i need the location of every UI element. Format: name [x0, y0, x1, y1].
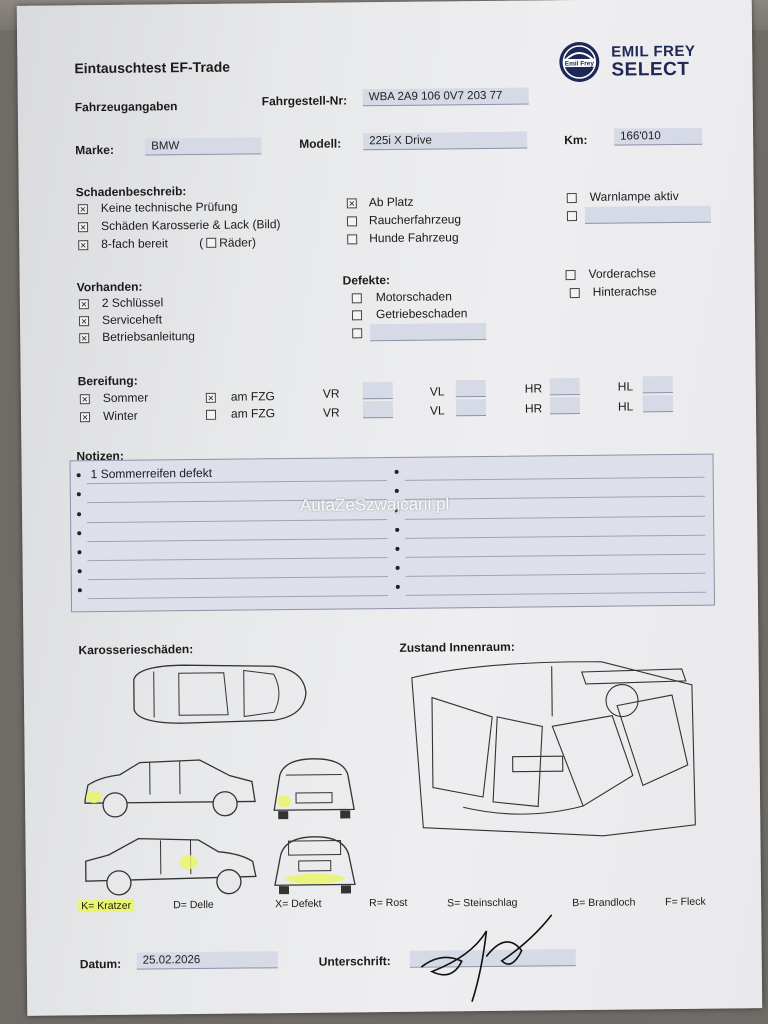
checkbox-no-tech-check[interactable] — [78, 204, 88, 214]
date-label: Datum: — [79, 956, 122, 972]
summer-vr-field[interactable] — [363, 382, 393, 399]
checkbox-smoker-vehicle[interactable] — [347, 216, 357, 226]
label-warning-lamp: Warnlampe aktiv — [589, 188, 679, 204]
legend-burn-hole: B= Brandloch — [572, 896, 636, 910]
bullet — [395, 489, 399, 493]
notes-line — [87, 519, 387, 523]
brand-field[interactable]: BMW — [145, 137, 261, 155]
checkbox-winter-on-car[interactable] — [206, 410, 216, 420]
summer-hl-label: HL — [617, 379, 634, 394]
summer-vl-field[interactable] — [456, 380, 486, 397]
label-rear-axle: Hinterachse — [592, 284, 657, 299]
present-heading: Vorhanden: — [76, 279, 143, 295]
summer-hl-field[interactable] — [643, 376, 673, 393]
vehicle-section-heading: Fahrzeugangaben — [74, 99, 178, 115]
label-no-tech-check: Keine technische Prüfung — [100, 199, 238, 216]
checkbox-wheels[interactable] — [206, 238, 216, 248]
checkbox-winter-tires[interactable] — [80, 412, 90, 422]
summer-hr-field[interactable] — [550, 378, 580, 395]
checkbox-service-book[interactable] — [79, 316, 89, 326]
logo-line2: SELECT — [611, 58, 690, 81]
winter-vr-label: VR — [322, 405, 340, 420]
watermark-text: AutaZeSzwajcarii.pl — [299, 494, 450, 515]
checkbox-gearbox-damage[interactable] — [352, 310, 362, 320]
checkbox-8fold-ready[interactable] — [78, 240, 88, 250]
car-left-side-diagram — [80, 753, 261, 825]
notes-line — [406, 592, 706, 596]
checkbox-manual[interactable] — [79, 333, 89, 343]
checkbox-damage-other[interactable] — [567, 211, 577, 221]
notes-line — [405, 516, 705, 520]
label-smoker-vehicle: Raucherfahrzeug — [368, 212, 462, 228]
notes-line — [406, 554, 706, 558]
winter-hl-field[interactable] — [643, 395, 673, 412]
body-damage-heading: Karosserieschäden: — [78, 642, 194, 658]
bullet — [78, 569, 82, 573]
legend-dent: D= Delle — [173, 898, 214, 912]
car-rear-view-diagram — [270, 832, 359, 903]
bullet — [77, 492, 81, 496]
label-gearbox-damage: Getriebeschaden — [375, 306, 468, 322]
legend-scratch: K= Kratzer — [78, 900, 134, 913]
wheels-option: ( Räder) — [199, 235, 256, 250]
winter-hr-label: HR — [524, 401, 543, 416]
winter-vl-field[interactable] — [456, 399, 486, 416]
damage-heading: Schadenbeschreib: — [75, 184, 187, 200]
car-right-side-diagram — [80, 831, 261, 903]
bullet — [396, 566, 400, 570]
km-field[interactable]: 166'010 — [614, 128, 702, 146]
checkbox-front-axle[interactable] — [566, 270, 576, 280]
logo-badge-text: Emil Frey — [564, 60, 595, 68]
winter-vr-field[interactable] — [363, 401, 393, 418]
bullet — [395, 528, 399, 532]
checkbox-summer-tires[interactable] — [80, 394, 90, 404]
vin-label: Fahrgestell-Nr: — [261, 93, 348, 109]
label-summer-tires: Sommer — [102, 390, 149, 405]
date-field[interactable]: 25.02.2026 — [137, 951, 278, 969]
damage-other-field[interactable] — [585, 206, 711, 224]
bullet — [396, 585, 400, 589]
label-engine-damage: Motorschaden — [375, 289, 452, 305]
label-winter-on-car: am FZG — [230, 406, 276, 421]
checkbox-defect-other[interactable] — [352, 328, 362, 338]
summer-vr-label: VR — [322, 386, 340, 401]
bullet — [77, 473, 81, 477]
defects-heading: Defekte: — [342, 272, 391, 288]
model-label: Modell: — [299, 136, 342, 151]
checkbox-summer-on-car[interactable] — [206, 393, 216, 403]
km-label: Km: — [564, 132, 588, 148]
bullet — [77, 550, 81, 554]
notes-line — [405, 477, 705, 481]
handwritten-signature — [411, 910, 562, 1007]
label-dog-vehicle: Hunde Fahrzeug — [369, 230, 459, 246]
notes-line — [405, 535, 705, 539]
interior-diagram — [402, 655, 704, 843]
emil-frey-logo-badge — [557, 40, 601, 84]
vin-field[interactable]: WBA 2A9 106 0V7 203 77 — [363, 88, 529, 107]
notes-line — [88, 557, 388, 561]
car-front-view-diagram — [270, 754, 359, 825]
label-front-axle: Vorderachse — [588, 266, 657, 281]
label-two-keys: 2 Schlüssel — [101, 295, 164, 311]
legend-stain: F= Fleck — [665, 895, 706, 909]
note-entry-1: 1 Sommerreifen defekt — [90, 465, 213, 482]
legend-stonechip: S= Steinschlag — [447, 896, 518, 910]
label-winter-tires: Winter — [102, 408, 138, 423]
bullet — [395, 470, 399, 474]
notes-line — [87, 538, 387, 542]
bullet — [78, 588, 82, 592]
checkbox-ab-platz[interactable] — [347, 198, 357, 208]
legend-defect: X= Defekt — [275, 897, 322, 911]
checkbox-two-keys[interactable] — [79, 299, 89, 309]
label-body-paint-damage: Schäden Karosserie & Lack (Bild) — [100, 217, 281, 234]
checkbox-rear-axle[interactable] — [570, 288, 580, 298]
notes-heading: Notizen: — [76, 448, 124, 464]
trade-in-form-sheet — [17, 0, 763, 1016]
notes-line — [88, 576, 388, 580]
label-manual: Betriebsanleitung — [102, 329, 196, 344]
logo-line1: EMIL FREY — [611, 42, 696, 61]
label-ab-platz: Ab Platz — [368, 194, 414, 210]
bullet — [77, 531, 81, 535]
form-title: Eintauschtest EF-Trade — [74, 58, 231, 77]
bullet — [77, 512, 81, 516]
label-wheels: Räder — [219, 235, 252, 250]
signature-label: Unterschrift: — [318, 954, 391, 969]
notes-line — [405, 496, 705, 500]
interior-heading: Zustand Innenraum: — [399, 639, 515, 655]
defect-other-field[interactable] — [370, 323, 486, 341]
label-summer-on-car: am FZG — [230, 389, 275, 404]
winter-hl-label: HL — [617, 399, 634, 414]
checkbox-body-paint-damage[interactable] — [78, 222, 88, 232]
notes-box[interactable] — [69, 454, 715, 613]
model-field[interactable]: 225i X Drive — [363, 132, 527, 151]
notes-line — [88, 595, 388, 599]
car-top-view-diagram — [124, 658, 315, 730]
legend-rust: R= Rost — [369, 896, 408, 910]
emil-frey-select-logo — [611, 43, 696, 80]
checkbox-dog-vehicle[interactable] — [347, 234, 357, 244]
winter-vl-label: VL — [429, 403, 445, 418]
checkbox-engine-damage[interactable] — [352, 293, 362, 303]
tires-heading: Bereifung: — [77, 373, 138, 389]
brand-label: Marke: — [75, 142, 115, 158]
notes-line — [406, 573, 706, 577]
bullet — [395, 547, 399, 551]
summer-vl-label: VL — [429, 384, 445, 399]
checkbox-warning-lamp[interactable] — [567, 193, 577, 203]
label-service-book: Serviceheft — [101, 312, 163, 327]
summer-hr-label: HR — [524, 381, 543, 396]
label-8fold-ready: 8-fach bereit — [101, 236, 169, 252]
winter-hr-field[interactable] — [550, 397, 580, 414]
